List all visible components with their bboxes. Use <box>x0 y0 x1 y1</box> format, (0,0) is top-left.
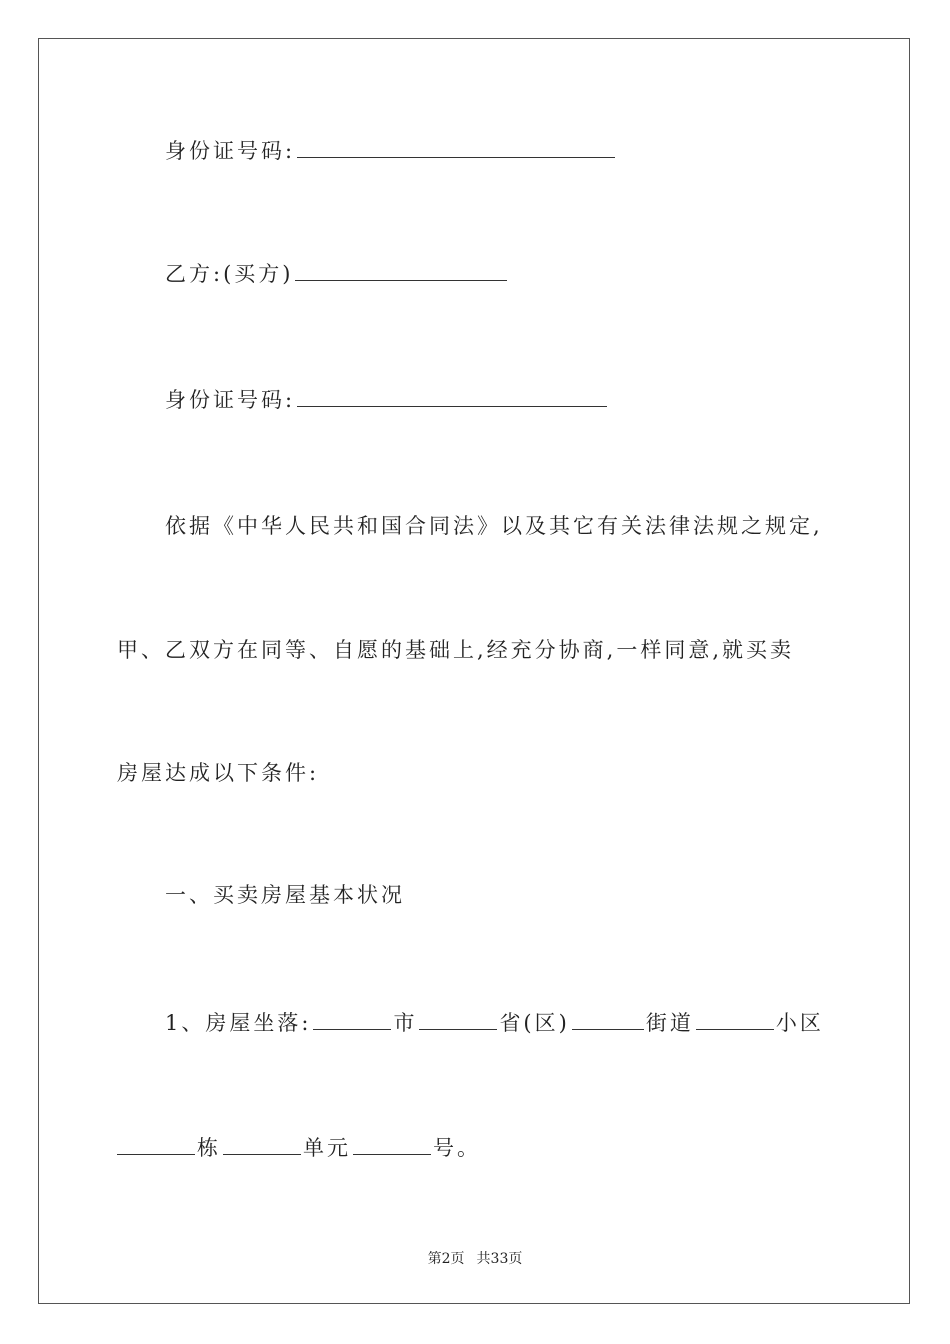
province-blank[interactable] <box>419 1009 497 1030</box>
number-blank[interactable] <box>353 1134 431 1155</box>
unit-blank[interactable] <box>223 1134 301 1155</box>
street-label: 街道 <box>645 1011 694 1035</box>
unit-label: 单元 <box>303 1136 351 1160</box>
paragraph-line-2: 甲、乙双方在同等、自愿的基础上,经充分协商,一样同意,就买卖 <box>117 638 795 662</box>
id-number-label-1: 身份证号码: <box>165 139 296 163</box>
section-1-title: 一、买卖房屋基本状况 <box>165 883 405 907</box>
id-number-line-2 <box>165 385 609 415</box>
page-total: 共33页 <box>476 1251 523 1267</box>
paragraph-line-3: 房屋达成以下条件: <box>117 761 320 785</box>
party-b-label: 乙方:(买方) <box>165 262 294 286</box>
party-b-blank[interactable] <box>295 260 507 281</box>
page-footer <box>0 1248 950 1268</box>
building-blank[interactable] <box>117 1134 195 1155</box>
id-number-blank-2[interactable] <box>297 386 607 407</box>
province-label: 省(区) <box>499 1011 570 1035</box>
id-number-label-2: 身份证号码: <box>165 388 296 412</box>
paragraph-line-1: 依据《中华人民共和国合同法》以及其它有关法律法规之规定, <box>165 514 823 538</box>
community-blank[interactable] <box>696 1009 774 1030</box>
address-prefix: 1、房屋坐落: <box>165 1011 312 1035</box>
city-label: 市 <box>393 1011 418 1035</box>
page-border <box>38 38 910 1304</box>
street-blank[interactable] <box>572 1009 644 1030</box>
building-label: 栋 <box>197 1136 221 1160</box>
address-line-2 <box>115 1133 481 1163</box>
id-number-blank-1[interactable] <box>297 137 615 158</box>
city-blank[interactable] <box>313 1009 391 1030</box>
number-label: 号。 <box>433 1136 481 1160</box>
address-line-1 <box>165 1008 824 1038</box>
page-current: 第2页 <box>427 1251 465 1267</box>
party-b-line <box>165 259 509 289</box>
id-number-line-1 <box>165 136 617 166</box>
community-label: 小区 <box>775 1011 824 1035</box>
